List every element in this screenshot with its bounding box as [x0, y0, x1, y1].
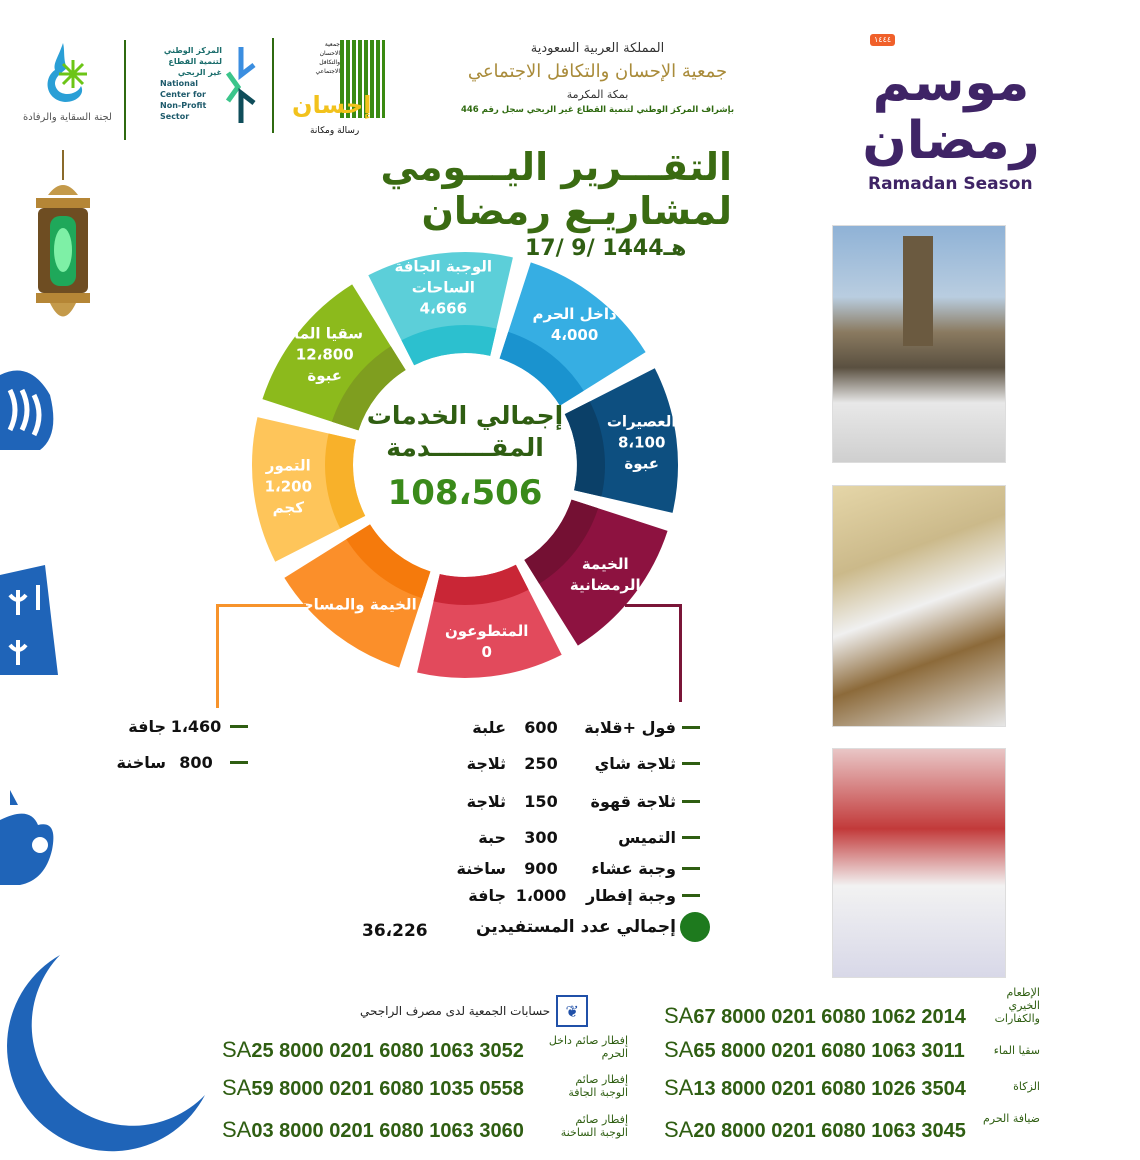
iban-digits: 03 8000 0201 6080 1063 3060	[251, 1120, 524, 1142]
center-line-1: إجمالي الخدمات	[366, 401, 564, 430]
dash-icon	[682, 762, 700, 765]
org-supervision: بإشراف المركز الوطني لتنمية القطاع غير الربحي سجل رقم 446	[460, 105, 735, 115]
total-services: 108،506	[387, 473, 543, 513]
segment-label	[445, 621, 528, 663]
iban-prefix: SA	[664, 1037, 694, 1062]
iban-digits: 20 8000 0201 6080 1063 3045	[693, 1120, 966, 1142]
org-header	[445, 40, 750, 116]
segment-line: كجم	[272, 498, 304, 517]
segment-line: سقيا الماء	[286, 324, 364, 343]
account-label: إفطار صائم الوجبة الساخنة	[560, 1113, 628, 1139]
bank-title: حسابات الجمعية لدى مصرف الراجحي	[360, 1004, 551, 1018]
decor-flower-icon	[0, 565, 60, 677]
siqaya-logo	[15, 38, 120, 138]
segment-line: التمور	[265, 456, 311, 475]
photo-clock-tower	[832, 225, 1006, 463]
green-dot-icon	[680, 912, 710, 942]
season-wordmark: موسم رمضان	[862, 53, 1040, 171]
donut-center	[350, 400, 580, 514]
photo-volunteers-group	[832, 748, 1006, 978]
detail-value: 250	[524, 753, 558, 773]
detail-value: 800	[179, 752, 213, 772]
title-line-1: التقـــرير اليـــومي	[380, 145, 732, 189]
detail-unit: جافة	[468, 885, 506, 905]
report-title	[381, 145, 732, 233]
detail-unit: ثلاجة	[466, 753, 506, 773]
dash-icon	[682, 867, 700, 870]
iban-prefix: SA	[664, 1117, 694, 1142]
detail-unit: جافة	[128, 716, 166, 736]
detail-value: 600	[524, 717, 558, 737]
segment-line: الخيمة	[581, 554, 629, 573]
siqaya-name: لجنة السقاية والرفادة	[23, 112, 112, 123]
dash-icon	[682, 836, 700, 839]
iban-prefix: SA	[664, 1075, 694, 1100]
services-donut	[250, 250, 680, 680]
segment-label	[265, 455, 312, 518]
segment-line: الساحات	[411, 278, 475, 297]
decor-pattern-icon	[0, 365, 60, 455]
account-label: الإطعام الخيري والكفارات	[994, 986, 1040, 1025]
iban-prefix: SA	[222, 1075, 252, 1100]
segment-line: عبوة	[307, 366, 343, 385]
detail-name: ثلاجة شاي	[594, 753, 676, 773]
detail-row	[440, 715, 700, 739]
detail-row	[440, 883, 700, 907]
dash-icon	[682, 726, 700, 729]
segment-line: الرمضانية	[569, 575, 641, 594]
beneficiaries-row	[476, 912, 710, 942]
iban-digits: 59 8000 0201 6080 1035 0558	[251, 1078, 524, 1100]
ncnp-name-ar: المركز الوطني لتنمية القطاع غير الربحي	[163, 46, 222, 77]
detail-name: ثلاجة قهوة	[590, 791, 676, 811]
iban-prefix: SA	[222, 1117, 252, 1142]
iban-digits: 67 8000 0201 6080 1062 2014	[693, 1006, 966, 1028]
iban-number	[664, 1118, 966, 1143]
detail-row	[440, 856, 700, 880]
title-line-2: لمشاريـع رمضان	[421, 189, 732, 233]
segment-line: المتطوعون	[444, 621, 529, 640]
segment-line: العصيرات	[606, 412, 677, 431]
detail-unit: علبة	[472, 717, 506, 737]
ncnp-logo	[160, 45, 260, 130]
dash-icon	[682, 894, 700, 897]
left-details	[100, 714, 248, 774]
beneficiaries-label: إجمالي عدد المستفيدين	[476, 917, 676, 937]
detail-row	[100, 750, 248, 774]
segment-line: 8،100	[617, 433, 666, 452]
segment-line: 4،000	[550, 325, 599, 344]
account-label: إفطار صائم داخل الحرم	[548, 1034, 628, 1060]
detail-name: التميس	[618, 827, 676, 847]
segment-label	[395, 257, 493, 320]
photo-volunteer-serving	[832, 485, 1006, 727]
ehsan-wordmark: إحسان	[292, 91, 372, 119]
iban-number	[222, 1118, 524, 1143]
segment-label	[607, 412, 677, 475]
segment-line: 4،666	[419, 299, 468, 318]
org-name: جمعية الإحسان والتكافل الاجتماعي	[467, 61, 728, 82]
teapot-icon	[0, 790, 60, 890]
segment-label	[286, 324, 363, 387]
detail-value: 150	[524, 791, 558, 811]
segment-label	[294, 595, 417, 616]
account-label: سقيا الماء	[993, 1044, 1040, 1057]
detail-row	[100, 714, 248, 738]
segment-line: 12،800	[295, 345, 354, 364]
iban-digits: 25 8000 0201 6080 1063 3052	[251, 1040, 524, 1062]
orange-connector	[216, 604, 306, 708]
lantern-icon	[28, 150, 98, 330]
ehsan-logo	[290, 38, 390, 140]
segment-line: الوجبة الجافة	[394, 257, 493, 276]
center-line-2: المقـــــــدمة	[386, 433, 544, 462]
org-country: المملكة العربية السعودية	[530, 41, 665, 56]
ehsan-small-text: جمعية الاحسان والتكافل الاجتماعي	[315, 41, 340, 75]
account-label: ضيافة الحرم	[982, 1112, 1040, 1125]
segment-line: 0	[481, 642, 492, 661]
iban-number	[664, 1038, 965, 1063]
segment-label	[532, 304, 616, 346]
account-label: إفطار صائم الوجبة الجافة	[568, 1073, 628, 1099]
alrajhi-logo-icon: ❦	[556, 995, 588, 1027]
iban-number	[222, 1038, 524, 1063]
dash-icon	[682, 800, 700, 803]
season-badge: ١٤٤٤	[870, 34, 895, 46]
iban-number	[664, 1076, 966, 1101]
detail-row	[440, 825, 700, 849]
season-en: Ramadan Season	[868, 174, 1033, 194]
detail-value: 300	[524, 827, 558, 847]
ramadan-season-logo	[862, 35, 1042, 198]
detail-row	[440, 751, 700, 775]
iban-number	[222, 1076, 524, 1101]
detail-unit: ساخنة	[456, 858, 506, 878]
detail-value: 1،460	[170, 716, 222, 736]
beneficiaries-value: 36،226	[362, 921, 428, 941]
detail-value: 900	[524, 858, 558, 878]
report-date: 17/ 9/ 1444هـ	[525, 236, 687, 261]
crescent-icon	[0, 955, 205, 1160]
detail-unit: ثلاجة	[466, 791, 506, 811]
segment-line: 1،200	[264, 477, 313, 496]
org-city: بمكة المكرمة	[566, 88, 629, 101]
maroon-connector	[625, 604, 682, 702]
detail-unit: ساخنة	[116, 752, 166, 772]
siqaya-emblem-icon	[33, 38, 103, 108]
account-label: الزكاة	[1013, 1080, 1040, 1093]
bank-header	[360, 995, 588, 1027]
iban-prefix: SA	[222, 1037, 252, 1062]
segment-label	[570, 554, 641, 596]
ncnp-emblem-icon	[226, 45, 256, 125]
detail-name: وجبة عشاء	[591, 858, 676, 878]
detail-name: وجبة إفطار	[585, 885, 676, 905]
ncnp-name-en: National Center for Non-Profit Sector	[160, 79, 207, 121]
iban-prefix: SA	[664, 1003, 694, 1028]
detail-unit: حبة	[478, 827, 506, 847]
detail-name: فول +قلابة	[584, 717, 676, 737]
segment-line: الخيمة والمساجد	[294, 595, 417, 614]
ehsan-tagline: رسالة ومكانة	[310, 126, 360, 136]
detail-row	[440, 789, 700, 813]
detail-value: 1،000	[515, 885, 567, 905]
segment-line: داخل الحرم	[532, 304, 617, 323]
segment-line: عبوة	[624, 454, 659, 473]
iban-digits: 13 8000 0201 6080 1026 3504	[693, 1078, 966, 1100]
iban-number	[664, 1004, 966, 1029]
iban-digits: 65 8000 0201 6080 1063 3011	[693, 1040, 965, 1062]
